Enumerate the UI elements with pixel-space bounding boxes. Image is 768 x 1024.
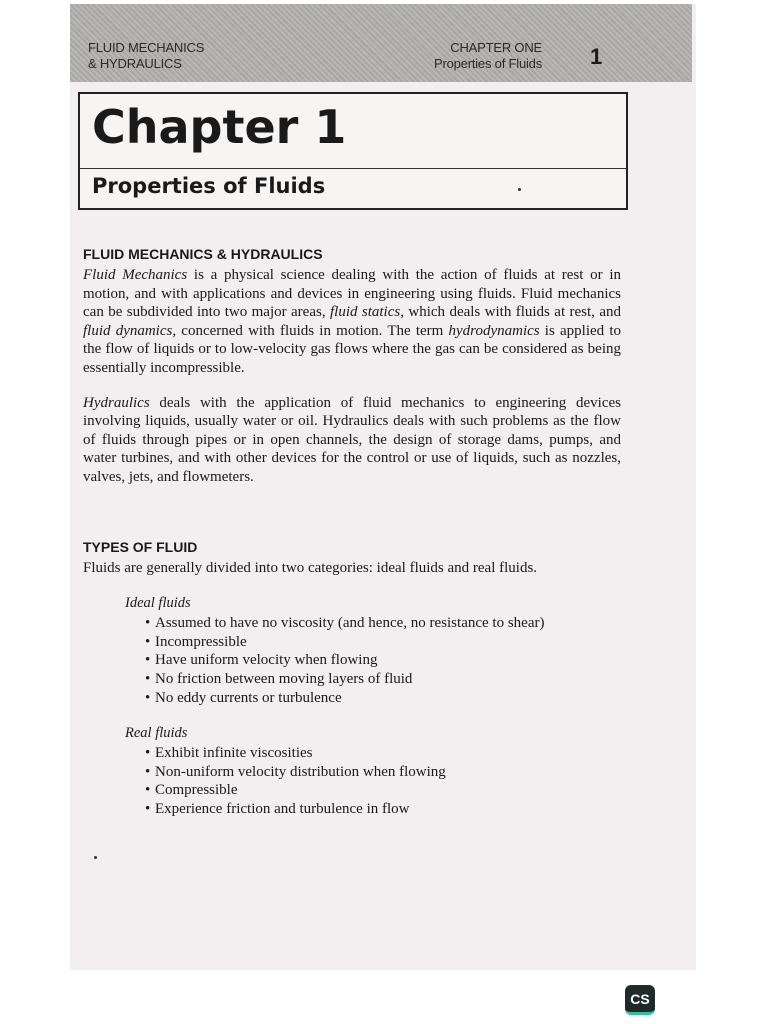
- paragraph-text: , which deals with fluids at rest, and: [400, 304, 621, 321]
- section-heading-types-of-fluid: TYPES OF FLUID: [83, 538, 198, 555]
- list-item: • Have uniform velocity when flowing: [145, 651, 621, 670]
- paragraph-text: is a physical science dealing with the action of fluids at rest or in motion, and with applications and devices in engineering using fluids. Fluid mechanics can be subdivided into two major areas,: [83, 267, 621, 321]
- paragraph-text: is applied to the flow of liquids or to low-velocity gas flows where the gas can be considered as being essentially incompressible.: [83, 322, 621, 376]
- list-item: • Compressible: [145, 781, 621, 800]
- running-header: [70, 4, 692, 82]
- list-ideal-fluids: [83, 614, 621, 707]
- paragraph-types-intro: Fluids are generally divided into two categories: ideal fluids and real fluids.: [83, 559, 538, 576]
- paragraph-text: deals with the application of fluid mechanics to engineering devices involving liquids, usually water or oil. Hydraulics deals with such problems as the flow of fluids through pipes or in open channels, the design of storage dams, pumps, and water turbines, and with other devices for the control or use of liquids, such as nozzles, valves, jets, and flowmeters.: [83, 394, 621, 485]
- chapter-title-box: [78, 92, 628, 210]
- term-hydraulics: Hydraulics: [83, 394, 150, 411]
- list-item: • Assumed to have no viscosity (and hence, no resistance to shear): [145, 614, 621, 633]
- chapter-divider: [80, 168, 626, 169]
- speck-mark: [94, 856, 97, 859]
- header-chapter-line1: CHAPTER ONE: [450, 40, 542, 55]
- header-book-title-line1: FLUID MECHANICS: [88, 40, 205, 55]
- section-heading-fluid-mechanics: FLUID MECHANICS & HYDRAULICS: [83, 246, 323, 262]
- subheading-ideal-fluids: Ideal fluids: [125, 595, 191, 612]
- list-item: • Experience friction and turbulence in flow: [145, 800, 621, 819]
- paragraph-hydraulics: [83, 394, 621, 487]
- chapter-title: Chapter 1: [92, 100, 347, 154]
- list-item: • Incompressible: [145, 633, 621, 652]
- term-fluid-mechanics: Fluid Mechanics: [83, 267, 188, 283]
- header-chapter-line2: Properties of Fluids: [434, 56, 542, 71]
- term-hydrodynamics: hydrodynamics: [448, 322, 540, 339]
- page-body: [83, 246, 621, 818]
- camscanner-badge-icon: CS: [625, 985, 655, 1015]
- list-real-fluids: [83, 744, 621, 818]
- header-book-title-line2: & HYDRAULICS: [88, 56, 182, 71]
- list-item: • No friction between moving layers of fluid: [145, 670, 621, 689]
- paragraph-fluid-mechanics: [83, 266, 621, 378]
- subheading-real-fluids: Real fluids: [125, 725, 188, 742]
- speck-mark: [518, 188, 521, 191]
- list-item: • Non-uniform velocity distribution when flowing: [145, 763, 621, 782]
- page-number: 1: [590, 44, 603, 69]
- header-book-title: [88, 40, 204, 72]
- term-fluid-statics: fluid statics: [329, 304, 401, 321]
- term-fluid-dynamics: fluid dynamics: [83, 322, 173, 339]
- scanned-page: [70, 4, 696, 970]
- chapter-subtitle: Properties of Fluids: [92, 174, 326, 198]
- list-item: • Exhibit infinite viscosities: [145, 744, 621, 763]
- list-item: • No eddy currents or turbulence: [145, 689, 621, 708]
- paragraph-text: , concerned with fluids in motion. The term: [172, 322, 449, 339]
- header-chapter-label: [434, 40, 542, 72]
